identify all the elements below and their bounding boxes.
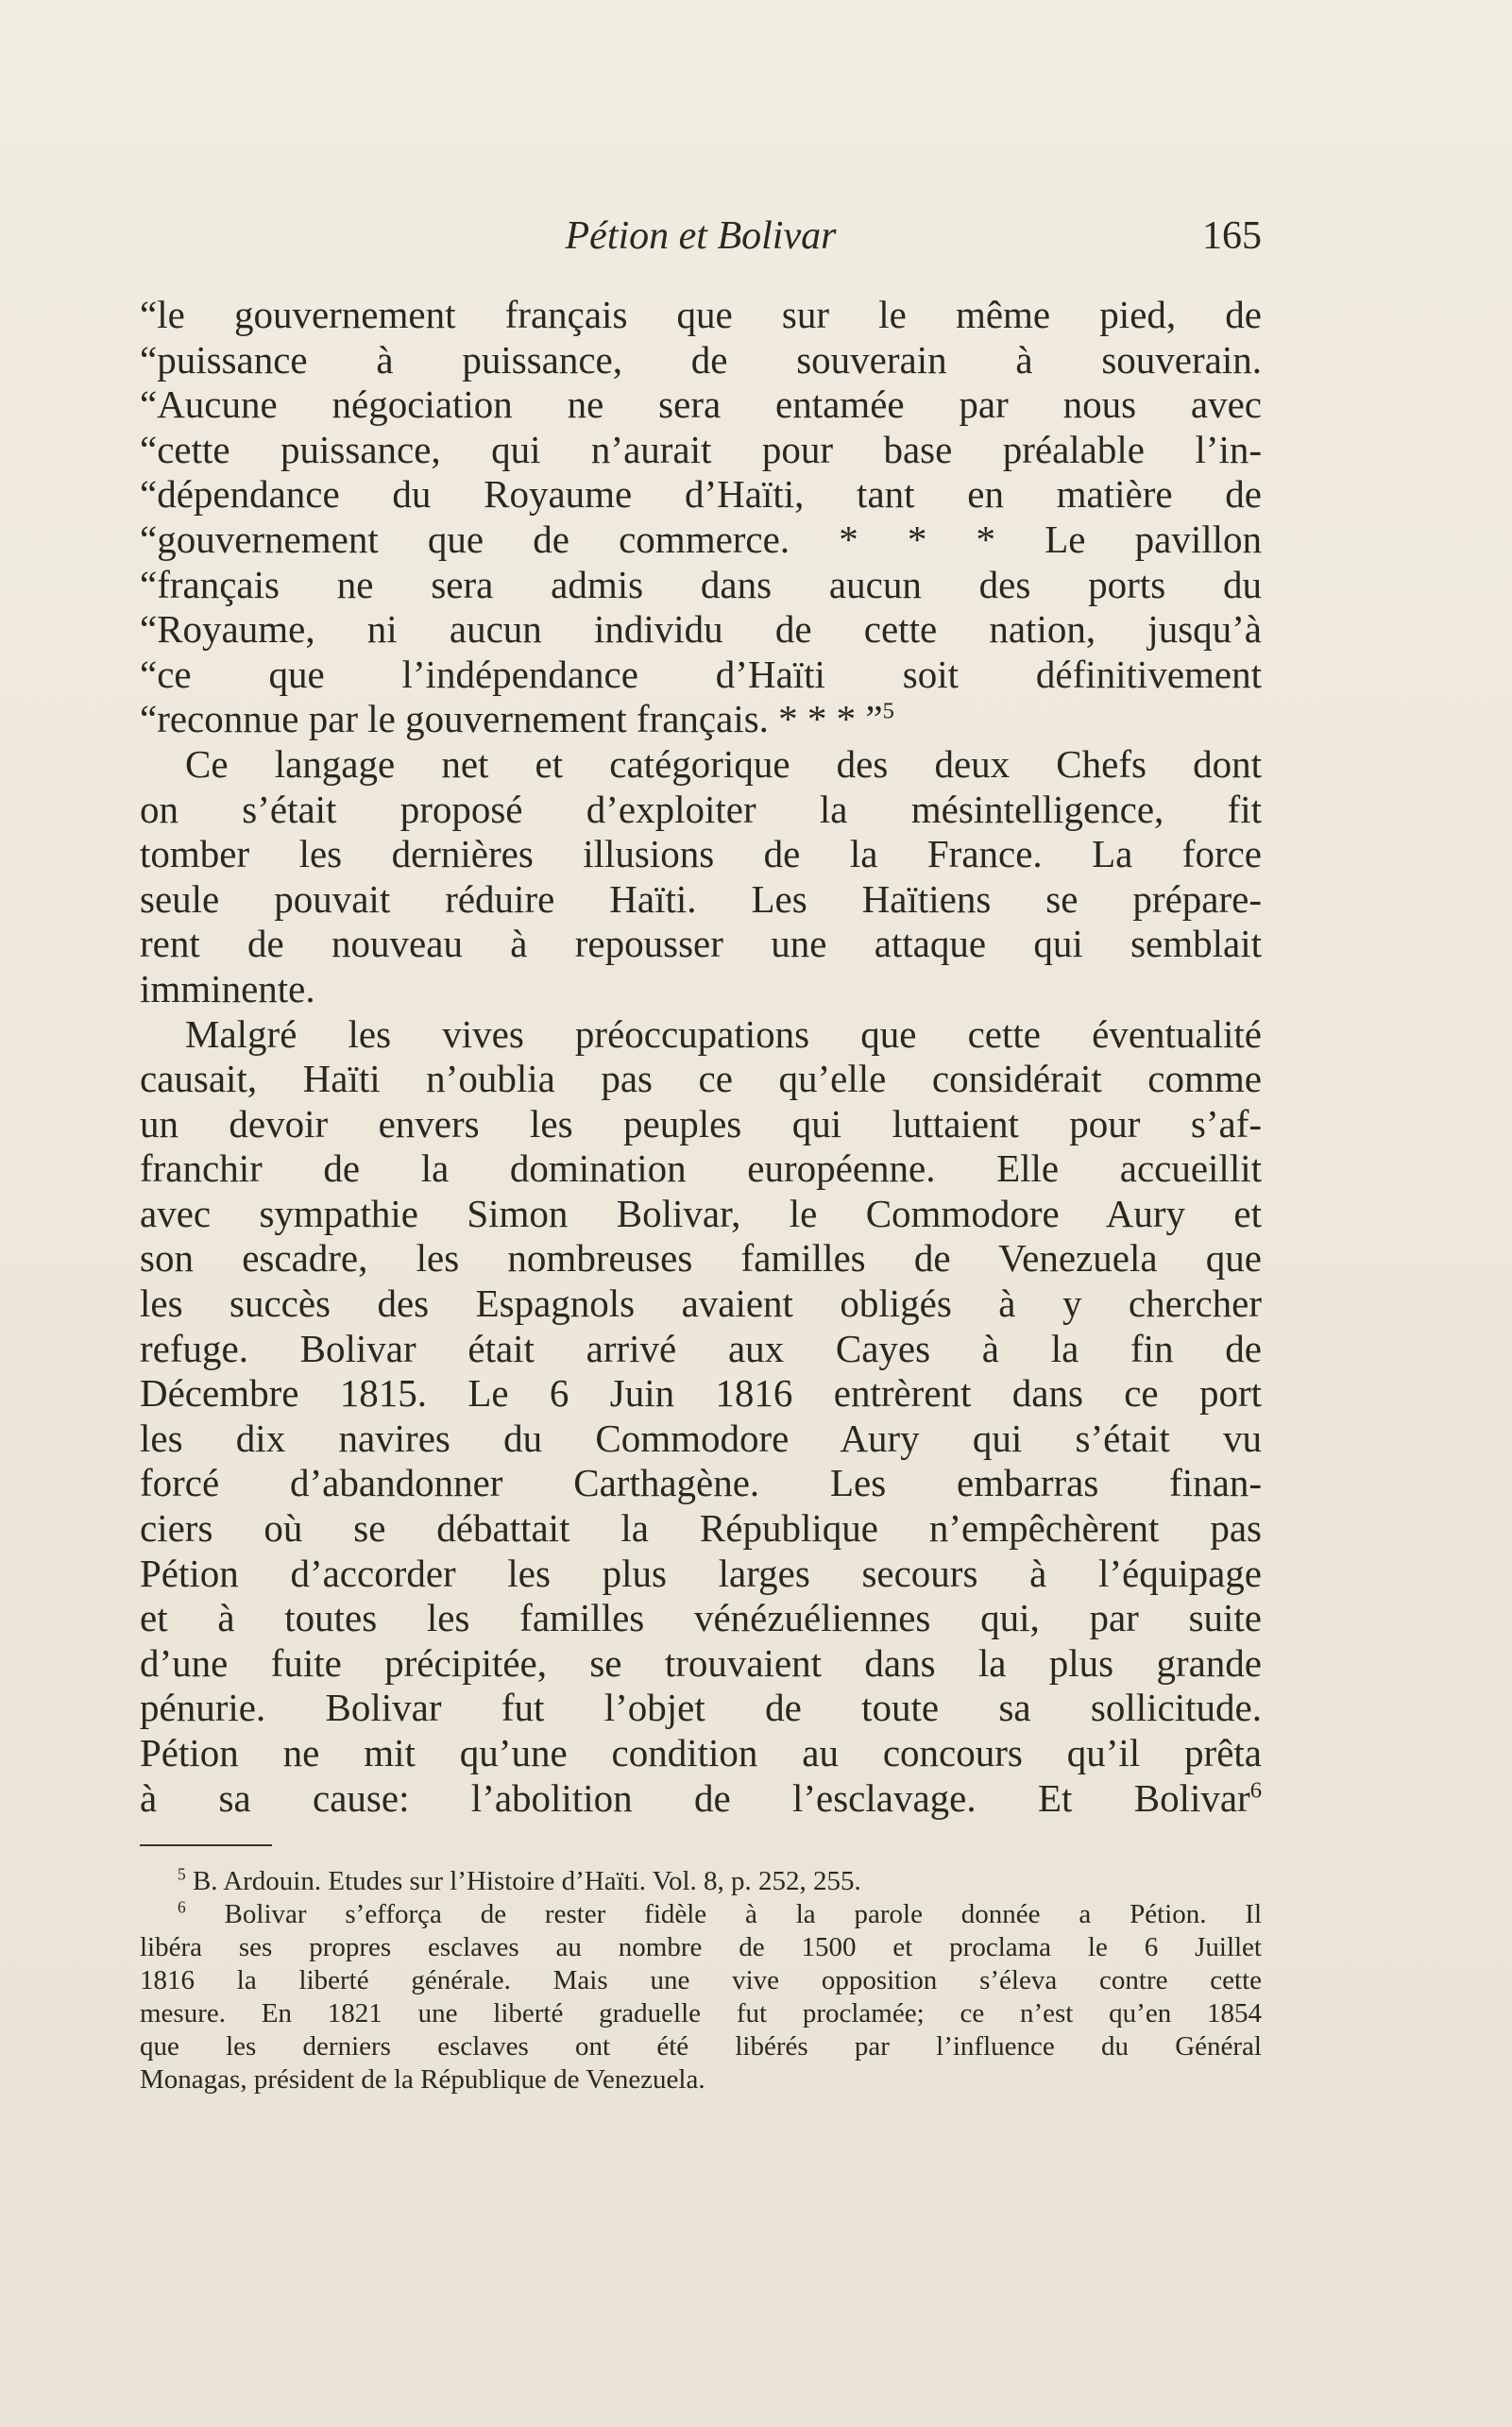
footnote-marker: 5	[882, 698, 894, 724]
body-line: “dépendance du Royaume d’Haïti, tant en matière de	[140, 472, 1262, 517]
body-line-with-footnote	[140, 697, 1262, 742]
body-line: les succès des Espagnols avaient obligés à y chercher	[140, 1281, 1262, 1326]
footnote-line: que les derniers esclaves ont été libérés par l’influence du Général	[140, 2031, 1262, 2062]
body-line: un devoir envers les peuples qui luttaient pour s’af-	[140, 1101, 1262, 1146]
footnote	[140, 1898, 1262, 1931]
body-line: franchir de la domination européenne. Elle accueillit	[140, 1146, 1262, 1191]
body-line: tomber les dernières illusions de la France. La force	[140, 832, 1262, 876]
body-line: on s’était proposé d’exploiter la mésintelligence, fit	[140, 787, 1262, 831]
body-line: Pétion d’accorder les plus larges secours à l’équipage	[140, 1551, 1262, 1595]
body-line: refuge. Bolivar était arrivé aux Cayes à la fin de	[140, 1326, 1262, 1370]
body-line: seule pouvait réduire Haïti. Les Haïtiens se prépare-	[140, 876, 1262, 921]
body-text	[140, 293, 1262, 1821]
footnote-text: Bolivar s’efforça de rester fidèle à la parole donnée a Pétion. Il	[224, 1899, 1262, 1929]
body-line: les dix navires du Commodore Aury qui s’était vu	[140, 1416, 1262, 1460]
footnote-divider	[140, 1844, 272, 1846]
body-line: pénurie. Bolivar fut l’objet de toute sa sollicitude.	[140, 1686, 1262, 1730]
body-line: “le gouvernement français que sur le même pied, de	[140, 293, 1262, 336]
body-line: “Royaume, ni aucun individu de cette nation, jusqu’à	[140, 607, 1262, 652]
footnote-line: 1816 la liberté générale. Mais une vive opposition s’éleva contre cette	[140, 1965, 1262, 1995]
body-line: Décembre 1815. Le 6 Juin 1816 entrèrent dans ce port	[140, 1371, 1262, 1416]
body-line-with-footnote	[140, 1776, 1262, 1822]
body-line: “français ne sera admis dans aucun des ports du	[140, 562, 1262, 606]
body-line: rent de nouveau à repousser une attaque qui semblait	[140, 922, 1262, 966]
page-number: 165	[1202, 214, 1262, 258]
body-line: “ce que l’indépendance d’Haïti soit définitivement	[140, 652, 1262, 696]
footnote-number: 6	[178, 1897, 186, 1917]
body-line: “Aucune négociation ne sera entamée par nous avec	[140, 382, 1262, 427]
body-line: son escadre, les nombreuses familles de Venezuela que	[140, 1236, 1262, 1281]
footnote-marker: 6	[1249, 1776, 1262, 1803]
running-head	[140, 210, 1262, 263]
footnote	[140, 1865, 1262, 1898]
body-line: Malgré les vives préoccupations que cette éventualité	[185, 1011, 1262, 1056]
body-line: d’une fuite précipitée, se trouvaient dans la plus grande	[140, 1640, 1262, 1685]
body-line: forcé d’abandonner Carthagène. Les embarras finan-	[140, 1461, 1262, 1505]
body-line-text: à sa cause: l’abolition de l’esclavage. Et Bolivar	[140, 1775, 1250, 1820]
footnote-line: Monagas, président de la République de Venezuela.	[140, 2064, 705, 2095]
body-line: causait, Haïti n’oublia pas ce qu’elle considérait comme	[140, 1057, 1262, 1101]
body-line-text: “reconnue par le gouvernement français. * * * ”	[140, 697, 883, 741]
body-line: avec sympathie Simon Bolivar, le Commodore Aury et	[140, 1191, 1262, 1235]
body-line: “puissance à puissance, de souverain à souverain.	[140, 337, 1262, 382]
body-line: Ce langage net et catégorique des deux Chefs dont	[185, 741, 1262, 786]
body-line: et à toutes les familles vénézuéliennes qui, par suite	[140, 1596, 1262, 1640]
body-line: ciers où se débattait la République n’empêchèrent pas	[140, 1506, 1262, 1551]
footnote-number: 5	[178, 1864, 186, 1884]
footnotes	[140, 1865, 1262, 2096]
footnote-text: B. Ardouin. Etudes sur l’Histoire d’Haïti. Vol. 8, p. 252, 255.	[192, 1866, 861, 1896]
page-title: Pétion et Bolivar	[565, 214, 837, 258]
body-line: “gouvernement que de commerce. * * * Le pavillon	[140, 517, 1262, 561]
footnote-line: mesure. En 1821 une liberté graduelle fut proclamée; ce n’est qu’en 1854	[140, 1998, 1262, 2028]
body-line: “cette puissance, qui n’aurait pour base préalable l’in-	[140, 427, 1262, 471]
body-line: Pétion ne mit qu’une condition au concours qu’il prêta	[140, 1731, 1262, 1774]
body-line: imminente.	[140, 966, 315, 1010]
footnote-line: libéra ses propres esclaves au nombre de 1500 et proclama le 6 Juillet	[140, 1932, 1262, 1962]
